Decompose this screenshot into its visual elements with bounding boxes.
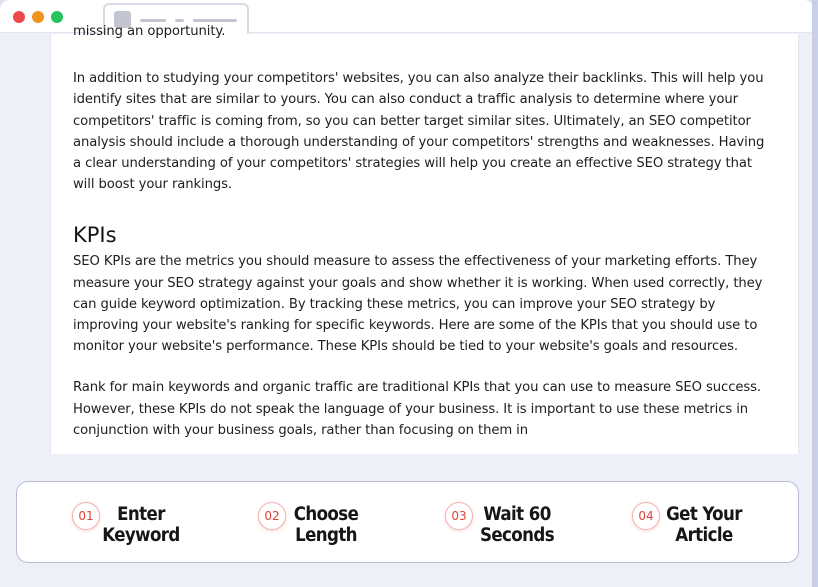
step-label-line: Keyword xyxy=(102,525,180,546)
article-paragraph: Rank for main keywords and organic traffic are traditional KPIs that you can use to measure SEO success. However, these KPIs do not speak the language of your business. It is important to use these metrics in conjunction with your business goals, rather than focusing on them in xyxy=(73,380,761,438)
step-label xyxy=(100,504,182,546)
step-label-line: Seconds xyxy=(479,525,555,546)
section-heading: KPIs xyxy=(73,223,117,248)
step-label xyxy=(288,504,364,546)
step-label-line: Choose xyxy=(293,504,359,525)
step-number-badge: 01 xyxy=(72,502,100,530)
step-number-badge: 04 xyxy=(632,502,660,530)
step-number-badge: 03 xyxy=(445,502,473,530)
article-cut-line: missing an opportunity. xyxy=(73,24,226,39)
step-label-line: Enter xyxy=(117,504,165,525)
minimize-window-button[interactable] xyxy=(32,11,44,23)
step-label-line: Length xyxy=(295,525,357,546)
step-label-line: Article xyxy=(675,525,733,546)
article-document[interactable] xyxy=(50,24,799,454)
steps-panel xyxy=(0,454,812,587)
article-paragraph: SEO KPIs are the metrics you should measure to assess the effectiveness of your marketing efforts. They measure your SEO strategy against your goals and show whether it is working. When used correctly, they can guide keyword optimization. By tracking these metrics, you can improve your SEO strategy by improving your website's ranking for specific keywords. Here are some of the KPIs that you should use to monitor your website's performance. These KPIs should be tied to your website's goals and resources. xyxy=(73,254,763,355)
step-label xyxy=(662,504,746,546)
steps-card xyxy=(16,481,799,563)
step-number-badge: 02 xyxy=(258,502,286,530)
step-label-line: Wait 60 xyxy=(483,504,551,525)
article-paragraph: In addition to studying your competitors' websites, you can also analyze their backlinks. This will help you identify sites that are similar to yours. You can also conduct a traffic analysis to determine where your competitors' traffic is coming from, so you can better target similar sites. Ultimately, an SEO competitor analysis should include a thorough understanding of your competitors' strengths and weaknesses. Having a clear understanding of your competitors' strategies will help you create an effective SEO strategy that will boost your rankings. xyxy=(73,71,765,193)
window-scroll-edge xyxy=(812,0,818,587)
maximize-window-button[interactable] xyxy=(51,11,63,23)
step-label xyxy=(475,504,559,546)
close-window-button[interactable] xyxy=(13,11,25,23)
step-label-line: Get Your xyxy=(666,504,742,525)
article-body xyxy=(73,21,773,441)
